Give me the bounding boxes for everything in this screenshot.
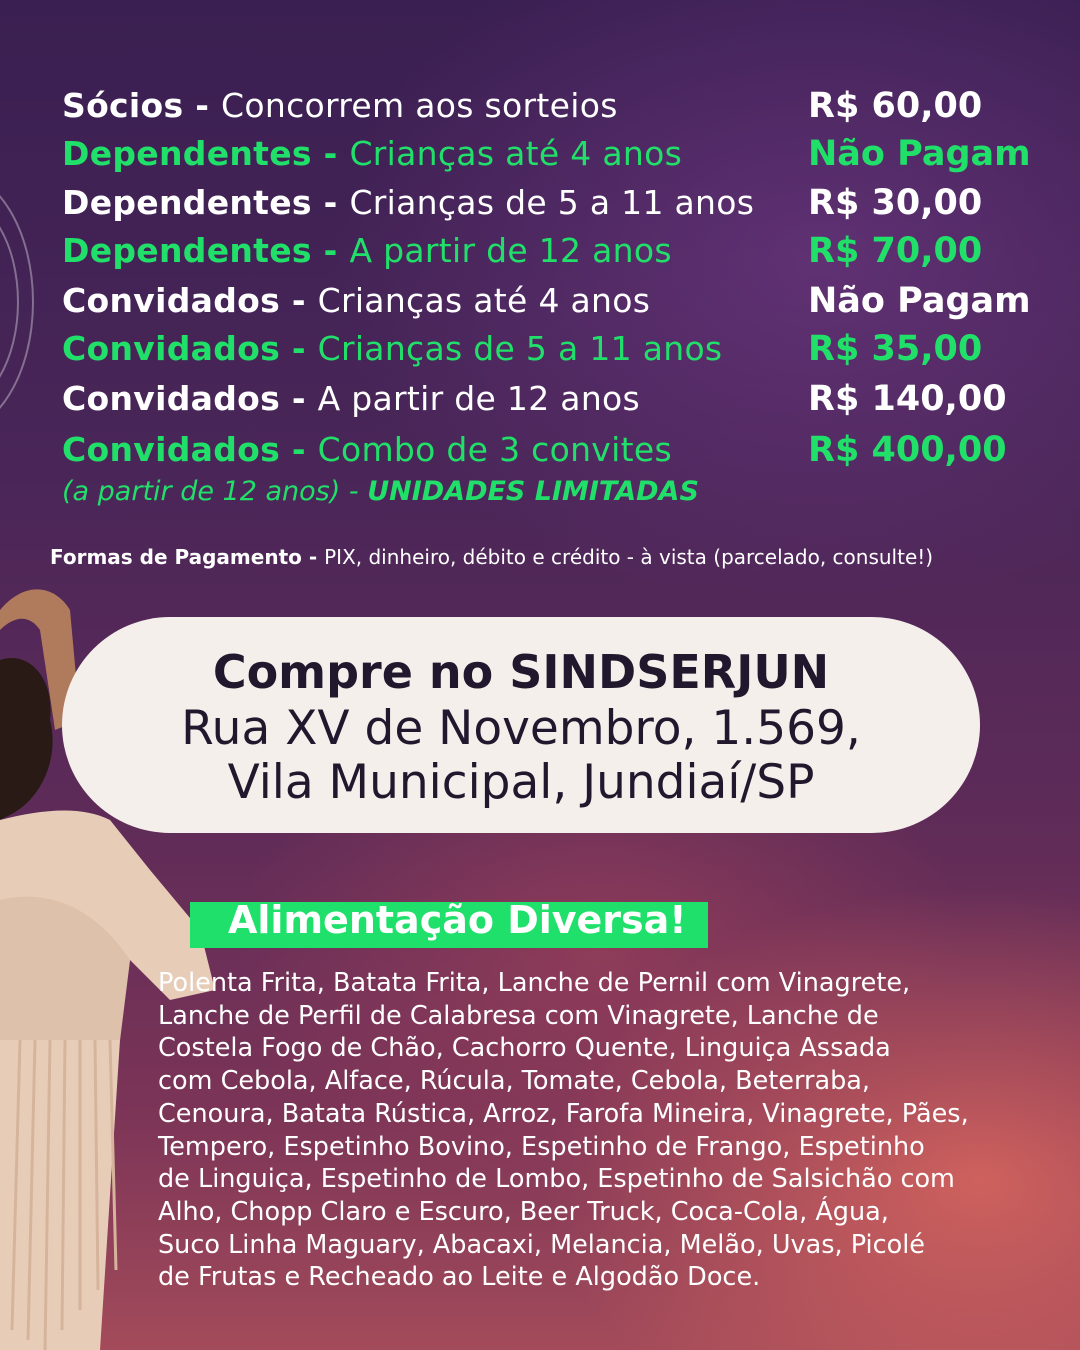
address-line: Vila Municipal, Jundiaí/SP	[227, 755, 815, 810]
price-row	[62, 183, 1042, 229]
food-list	[158, 967, 1058, 1294]
price-row-label: Convidados - Crianças de 5 a 11 anos	[62, 329, 723, 368]
food-line: Cenoura, Batata Rústica, Arroz, Farofa Mineira, Vinagrete, Pães,	[158, 1098, 969, 1129]
price-value: R$ 400,00	[808, 430, 1007, 470]
price-row	[62, 231, 1042, 277]
price-row-label: Dependentes - A partir de 12 anos	[62, 231, 672, 270]
food-line: Costela Fogo de Chão, Cachorro Quente, Linguiça Assada	[158, 1033, 891, 1064]
food-title: Alimentação Diversa!	[228, 898, 687, 942]
purchase-location-card	[62, 617, 980, 833]
price-row	[62, 281, 1042, 327]
food-line: Alho, Chopp Claro e Escuro, Beer Truck, Coca-Cola, Água,	[158, 1196, 889, 1227]
food-line: Tempero, Espetinho Bovino, Espetinho de Frango, Espetinho	[158, 1131, 925, 1162]
purchase-title: Compre no SINDSERJUN	[212, 645, 830, 699]
price-row	[62, 86, 1042, 132]
payment-methods: Formas de Pagamento - PIX, dinheiro, débito e crédito - à vista (parcelado, consulte!)	[50, 545, 934, 569]
price-value: R$ 35,00	[808, 329, 983, 369]
price-row-label: Convidados - Crianças até 4 anos	[62, 281, 651, 320]
price-row	[62, 379, 1042, 425]
food-line: de Frutas e Recheado ao Leite e Algodão Doce.	[158, 1262, 761, 1293]
price-value: Não Pagam	[808, 281, 1031, 321]
price-row-label: Convidados - A partir de 12 anos	[62, 379, 641, 418]
combo-note: (a partir de 12 anos) - UNIDADES LIMITADAS	[62, 476, 699, 507]
address-line: Rua XV de Novembro, 1.569,	[181, 701, 861, 756]
price-row-label: Convidados - Combo de 3 convites	[62, 430, 672, 469]
price-row	[62, 329, 1042, 375]
price-row	[62, 134, 1042, 180]
price-value: R$ 60,00	[808, 86, 983, 126]
food-line: Lanche de Perfil de Calabresa com Vinagrete, Lanche de	[158, 1000, 879, 1031]
price-row-label: Dependentes - Crianças de 5 a 11 anos	[62, 183, 755, 222]
food-line: de Linguiça, Espetinho de Lombo, Espetinho de Salsichão com	[158, 1164, 955, 1195]
price-value: R$ 70,00	[808, 231, 983, 271]
food-line: Suco Linha Maguary, Abacaxi, Melancia, Melão, Uvas, Picolé	[158, 1229, 925, 1260]
food-line: Polenta Frita, Batata Frita, Lanche de Pernil com Vinagrete,	[158, 968, 911, 998]
price-row-label: Dependentes - Crianças até 4 anos	[62, 134, 683, 173]
price-value: R$ 140,00	[808, 379, 1007, 419]
price-row	[62, 430, 1042, 476]
price-value: R$ 30,00	[808, 183, 983, 223]
price-value: Não Pagam	[808, 134, 1031, 174]
price-row-label: Sócios - Concorrem aos sorteios	[62, 86, 618, 125]
food-line: com Cebola, Alface, Rúcula, Tomate, Cebola, Beterraba,	[158, 1066, 871, 1097]
